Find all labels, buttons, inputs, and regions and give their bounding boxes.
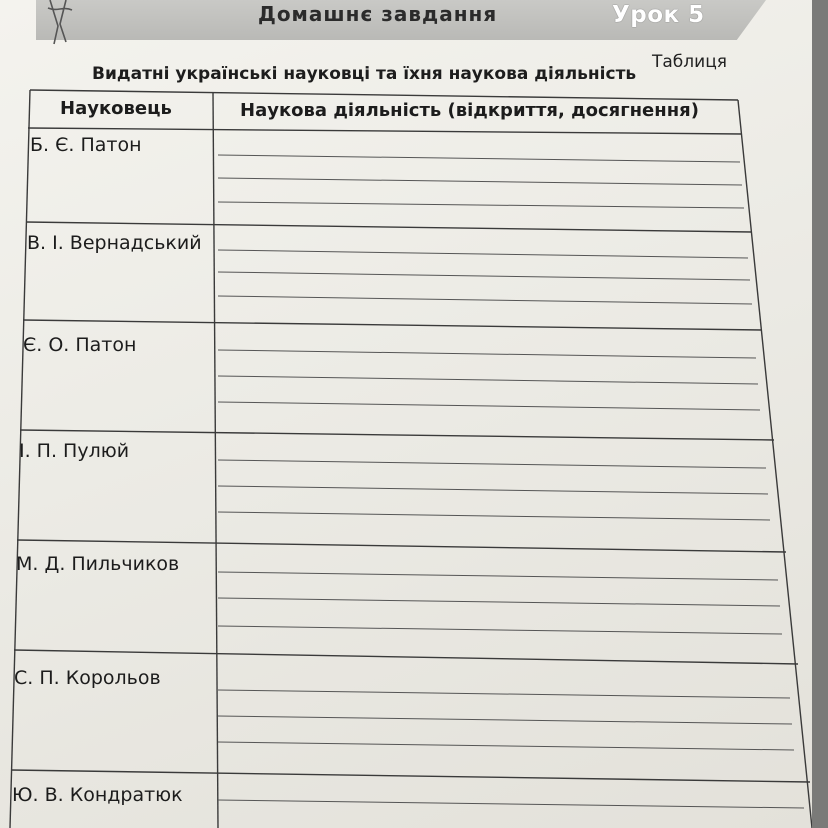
table-right-border: [738, 100, 812, 828]
table-caption: Таблиця: [652, 52, 727, 72]
table-row: М. Д. Пильчиков: [16, 553, 180, 575]
column-divider: [213, 92, 218, 828]
lesson-number: Урок 5: [612, 2, 705, 28]
table-row: Ю. В. Кондратюк: [12, 784, 183, 806]
table-row: Б. Є. Патон: [30, 134, 142, 156]
table-row: Є. О. Патон: [23, 334, 137, 356]
table-title: Видатні українські науковці та їхня наукова діяльність: [92, 64, 637, 84]
table-row: С. П. Корольов: [14, 667, 161, 689]
column-header-scientist: Науковець: [60, 98, 172, 119]
column-header-activity: Наукова діяльність (відкриття, досягнення): [240, 100, 699, 121]
table-row: В. І. Вернадський: [27, 232, 202, 254]
table-row: І. П. Пулюй: [19, 440, 130, 462]
homework-title: Домашнє завдання: [258, 2, 498, 26]
